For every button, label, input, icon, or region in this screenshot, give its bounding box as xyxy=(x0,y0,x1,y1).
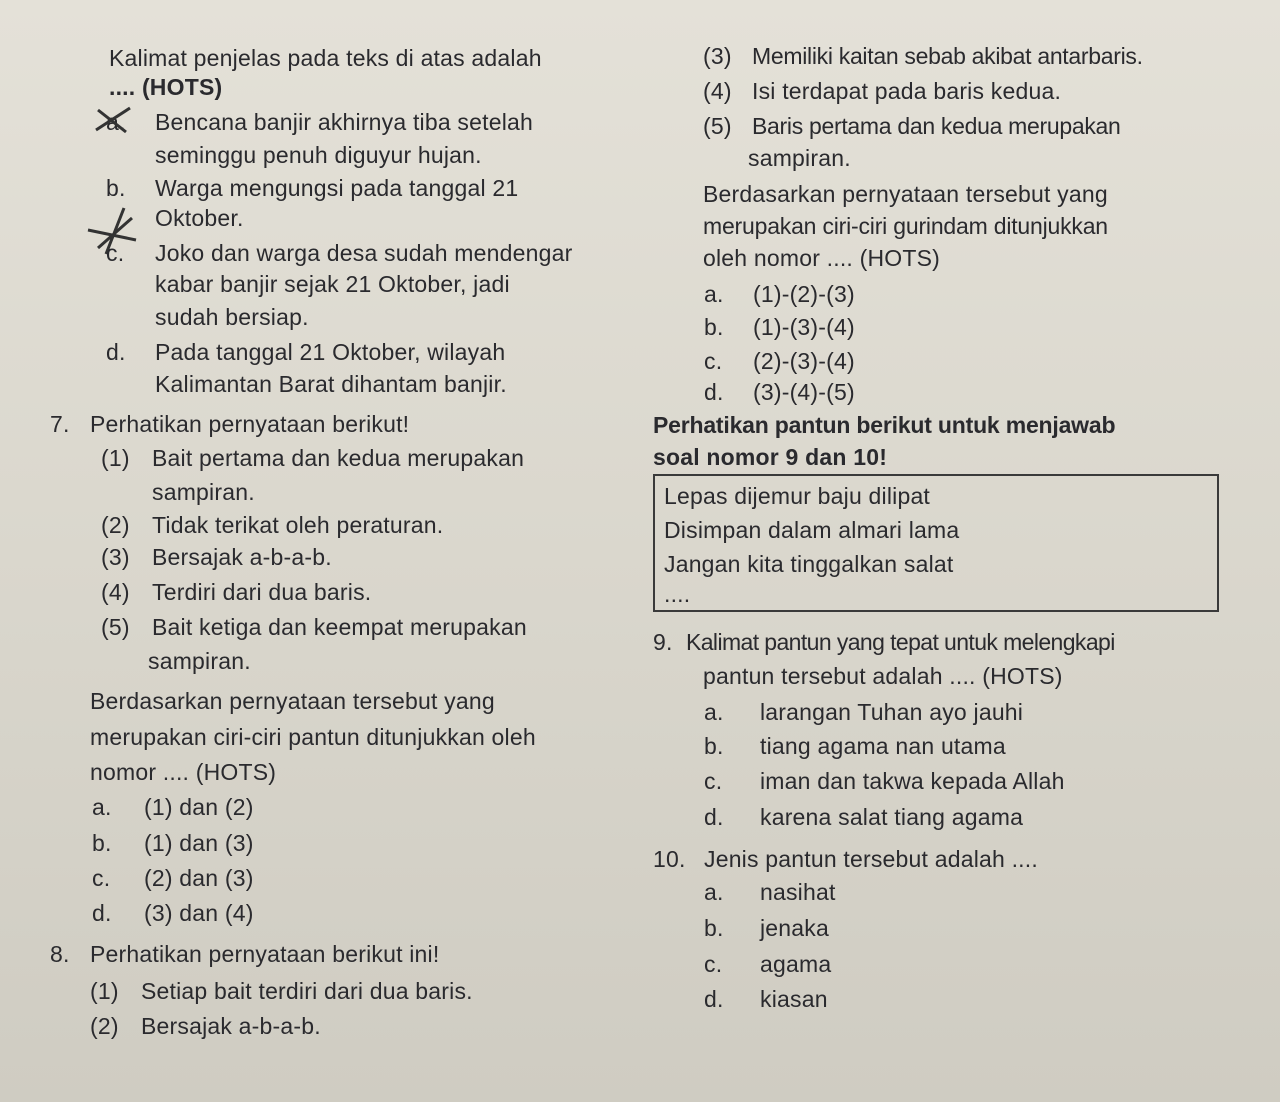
q7-option-c-text: (2) dan (3) xyxy=(144,865,254,891)
pantun-intro-line1: Perhatikan pantun berikut untuk menjawab xyxy=(653,412,1116,438)
q9-option-b-letter[interactable]: b. xyxy=(704,733,724,759)
q7-statement-1-line2: sampiran. xyxy=(152,479,255,505)
q8-statement-5-line1: Baris pertama dan kedua merupakan xyxy=(752,113,1121,139)
q9-option-d-text: karena salat tiang agama xyxy=(760,804,1024,830)
q7-option-a-letter[interactable]: a. xyxy=(92,794,112,820)
q7-stem: Perhatikan pernyataan berikut! xyxy=(90,411,410,437)
q8-prompt-line2: merupakan ciri-ciri gurindam ditunjukkan xyxy=(703,213,1108,239)
q7-option-b-letter[interactable]: b. xyxy=(92,830,112,856)
q7-statement-4-num: (4) xyxy=(101,579,130,605)
q10-option-b-text: jenaka xyxy=(760,915,829,941)
q8-prompt-line1: Berdasarkan pernyataan tersebut yang xyxy=(703,181,1108,207)
q8-statement-3-text: Memiliki kaitan sebab akibat antarbaris. xyxy=(752,43,1143,69)
q9-stem-line1: Kalimat pantun yang tepat untuk melengkapi xyxy=(686,629,1115,655)
q8-statement-3-num: (3) xyxy=(703,43,732,69)
q7-statement-3-num: (3) xyxy=(101,544,130,570)
q7-statement-5-line1: Bait ketiga dan keempat merupakan xyxy=(152,614,527,640)
q8-statement-4-num: (4) xyxy=(703,78,732,104)
cross-mark-icon xyxy=(92,104,136,136)
q7-prompt-line3: nomor .... (HOTS) xyxy=(90,759,277,785)
q10-option-a-text: nasihat xyxy=(760,879,836,905)
q8-statement-2-num: (2) xyxy=(90,1013,119,1039)
q6-option-b-letter[interactable]: b. xyxy=(106,175,126,201)
q6-option-b-line2: Oktober. xyxy=(155,205,244,231)
q9-number: 9. xyxy=(653,629,673,655)
q7-statement-2-num: (2) xyxy=(101,512,130,538)
q8-option-d-text: (3)-(4)-(5) xyxy=(753,379,855,405)
pantun-line-3: Jangan kita tinggalkan salat xyxy=(664,551,954,577)
q8-statement-1-num: (1) xyxy=(90,978,119,1004)
q8-statement-1-text: Setiap bait terdiri dari dua baris. xyxy=(141,978,473,1004)
q6-option-d-letter[interactable]: d. xyxy=(106,339,126,365)
q10-option-a-letter[interactable]: a. xyxy=(704,879,724,905)
q10-option-d-text: kiasan xyxy=(760,986,828,1012)
q8-option-b-letter[interactable]: b. xyxy=(704,314,724,340)
q8-option-b-text: (1)-(3)-(4) xyxy=(753,314,855,340)
pantun-line-4: .... xyxy=(664,581,691,607)
q6-option-b-line1: Warga mengungsi pada tanggal 21 xyxy=(155,175,519,201)
q10-option-b-letter[interactable]: b. xyxy=(704,915,724,941)
q8-option-c-text: (2)-(3)-(4) xyxy=(753,348,855,374)
q7-option-c-letter[interactable]: c. xyxy=(92,865,111,891)
q6-option-d-line2: Kalimantan Barat dihantam banjir. xyxy=(155,371,507,397)
q6-option-a-line2: seminggu penuh diguyur hujan. xyxy=(155,142,482,168)
q7-statement-5-line2: sampiran. xyxy=(148,648,251,674)
q7-option-a-text: (1) dan (2) xyxy=(144,794,254,820)
q7-option-b-text: (1) dan (3) xyxy=(144,830,254,856)
q8-statement-5-num: (5) xyxy=(703,113,732,139)
q10-option-c-text: agama xyxy=(760,951,832,977)
q7-prompt-line1: Berdasarkan pernyataan tersebut yang xyxy=(90,688,495,714)
q7-statement-3-text: Bersajak a-b-a-b. xyxy=(152,544,332,570)
q6-option-a-letter[interactable]: a. xyxy=(106,109,126,135)
q8-option-c-letter[interactable]: c. xyxy=(704,348,723,374)
q9-option-d-letter[interactable]: d. xyxy=(704,804,724,830)
pantun-line-1: Lepas dijemur baju dilipat xyxy=(664,483,931,509)
q9-option-c-letter[interactable]: c. xyxy=(704,768,723,794)
q6-option-a-line1: Bencana banjir akhirnya tiba setelah xyxy=(155,109,533,135)
q6-option-c-letter[interactable]: c. xyxy=(106,240,125,266)
q10-option-d-letter[interactable]: d. xyxy=(704,986,724,1012)
q7-option-d-letter[interactable]: d. xyxy=(92,900,112,926)
q6-stem-line1: Kalimat penjelas pada teks di atas adalah xyxy=(109,45,542,71)
q8-stem: Perhatikan pernyataan berikut ini! xyxy=(90,941,440,967)
q8-statement-4-text: Isi terdapat pada baris kedua. xyxy=(752,78,1062,104)
q7-statement-2-text: Tidak terikat oleh peraturan. xyxy=(152,512,444,538)
q7-statement-4-text: Terdiri dari dua baris. xyxy=(152,579,372,605)
q9-stem-line2-part: pantun tersebut adalah .... (HOTS) xyxy=(703,663,1063,689)
q6-option-d-line1: Pada tanggal 21 Oktober, wilayah xyxy=(155,339,506,365)
q9-option-a-text: larangan Tuhan ayo jauhi xyxy=(760,699,1024,725)
q7-statement-5-num: (5) xyxy=(101,614,130,640)
q8-statement-2-text: Bersajak a-b-a-b. xyxy=(141,1013,321,1039)
q8-prompt-line3: oleh nomor .... (HOTS) xyxy=(703,245,941,271)
q7-statement-1-line1: Bait pertama dan kedua merupakan xyxy=(152,445,525,471)
q7-number: 7. xyxy=(50,411,70,437)
q6-option-c-line3: sudah bersiap. xyxy=(155,304,309,330)
q9-option-a-letter[interactable]: a. xyxy=(704,699,724,725)
q9-option-b-text: tiang agama nan utama xyxy=(760,733,1006,759)
q8-statement-5-line2: sampiran. xyxy=(748,145,851,171)
q7-prompt-line2: merupakan ciri-ciri pantun ditunjukkan oleh xyxy=(90,724,536,750)
q9-option-c-text: iman dan takwa kepada Allah xyxy=(760,768,1065,794)
pantun-line-2: Disimpan dalam almari lama xyxy=(664,517,960,543)
q10-stem: Jenis pantun tersebut adalah .... xyxy=(704,846,1038,872)
q10-number: 10. xyxy=(653,846,686,872)
q6-option-c-line1: Joko dan warga desa sudah mendengar xyxy=(155,240,573,266)
q8-number: 8. xyxy=(50,941,70,967)
q8-option-d-letter[interactable]: d. xyxy=(704,379,724,405)
q6-option-c-line2: kabar banjir sejak 21 Oktober, jadi xyxy=(155,271,510,297)
q8-option-a-letter[interactable]: a. xyxy=(704,281,724,307)
q6-stem-line2: .... (HOTS) xyxy=(109,74,223,100)
pantun-intro-line2: soal nomor 9 dan 10! xyxy=(653,444,888,470)
q8-option-a-text: (1)-(2)-(3) xyxy=(753,281,855,307)
q7-statement-1-num: (1) xyxy=(101,445,130,471)
q10-option-c-letter[interactable]: c. xyxy=(704,951,723,977)
q7-option-d-text: (3) dan (4) xyxy=(144,900,254,926)
